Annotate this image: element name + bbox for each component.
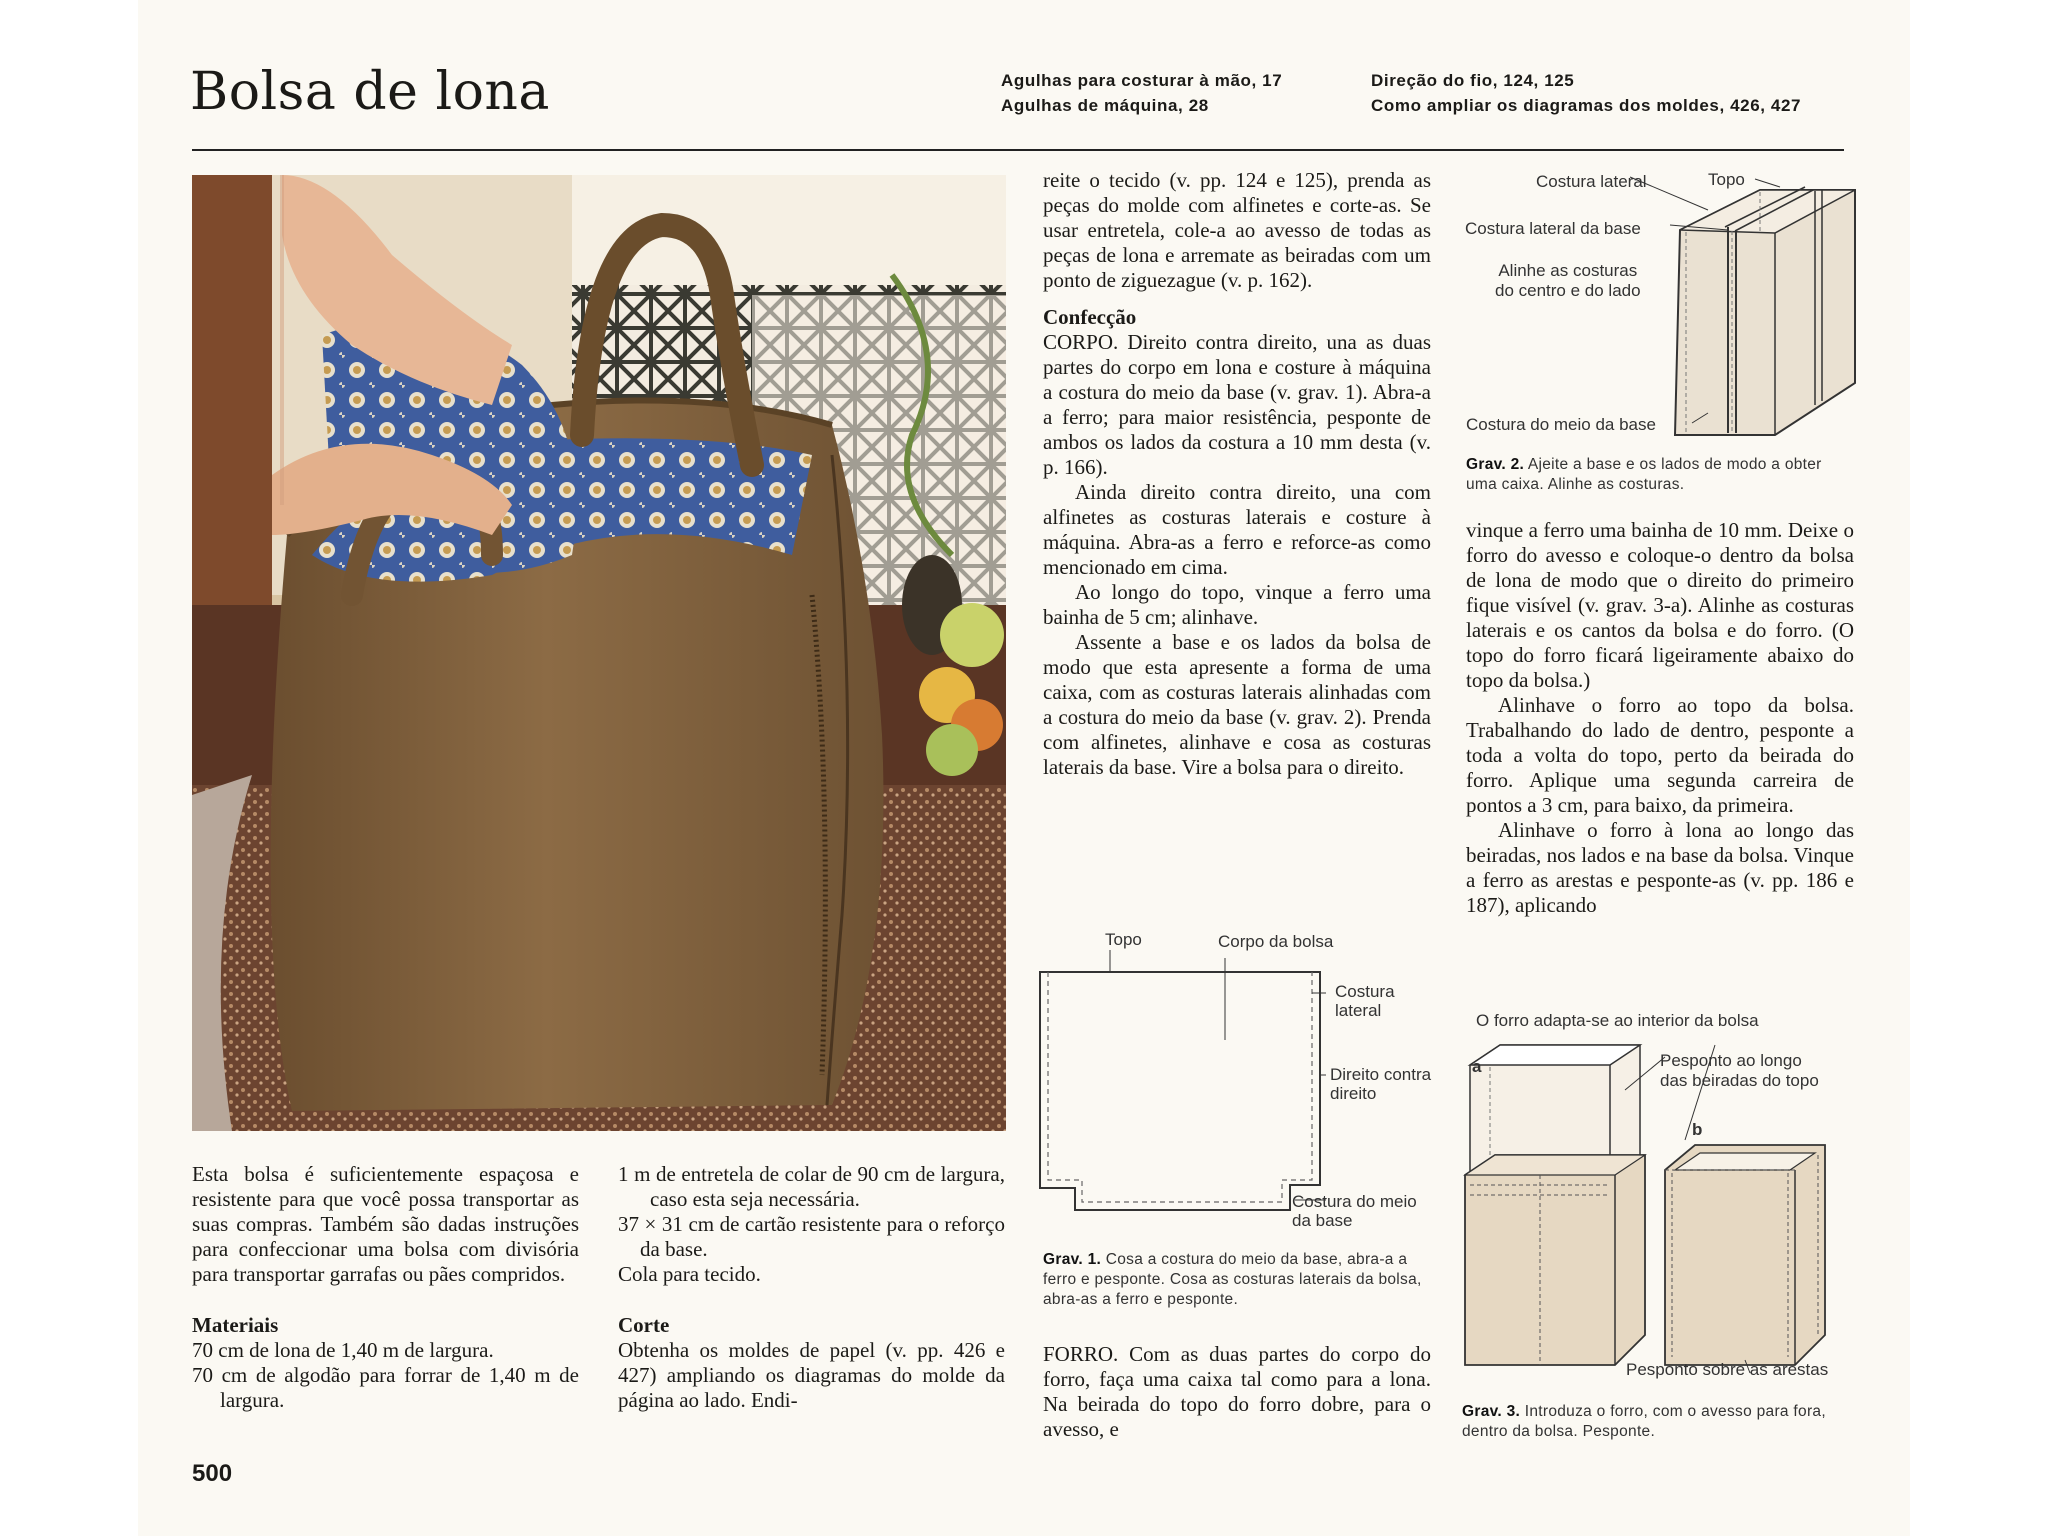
reference-item: Agulhas de máquina, 28 [1001, 96, 1209, 115]
base-paragraph: Assente a base e os lados da bolsa de modo que esta apresente a forma de uma caixa, com as costuras laterais alinhadas com a costura do meio da base (v. grav. 2). Prenda com alfinetes, alinhave e cosa as costuras laterais da base. Vire a bolsa para o direito. [1043, 630, 1431, 779]
column-1-text [192, 1162, 579, 1413]
corpo-paragraph: CORPO. Direito contra direito, una as duas partes do corpo em lona e costure à máquina a costura do meio da base (v. grav. 1). Abra-a a ferro; para maior resistência, pesponte de ambos os lados da costura a 10 mm desta (v. p. 166). [1043, 330, 1431, 479]
page-number: 500 [192, 1460, 233, 1487]
fig1-label-costura-lateral: Costura lateral [1335, 982, 1395, 1020]
corte-text: Obtenha os moldes de papel (v. pp. 426 e 427) ampliando os diagramas do molde da página ao lado. Endi- [618, 1338, 1005, 1412]
corte-heading: Corte [618, 1313, 670, 1337]
alinhave-paragraph: Alinhave o forro ao topo da bolsa. Trabalhando do lado de dentro, pesponte a toda a volta do topo, perto da beirada do forro. Aplique uma segunda carreira de pontos a 3 cm, para baixo, da primeira. [1466, 693, 1854, 817]
confeccao-heading: Confecção [1043, 305, 1137, 329]
fig3-label-pesponto-arestas: Pesponto sobre as arestas [1626, 1360, 1829, 1379]
fig1-label-costura-meio: Costura do meio da base [1292, 1192, 1417, 1230]
figure-3-caption: Grav. 3. Introduza o forro, com o avesso para fora, dentro da bolsa. Pesponte. [1462, 1403, 1826, 1440]
column-4-text [1466, 518, 1854, 918]
vinque-paragraph: vinque a ferro uma bainha de 10 mm. Deixe o forro do avesso e coloque-o dentro da bolsa de lona de modo que o direito do primeiro fique visível (v. grav. 3-a). Alinhe as costuras laterais e os cantos da bolsa e do forro. (O topo do forro ficará ligeiramente abaixo do topo da bolsa.) [1466, 518, 1854, 692]
fig2-label-costura-lateral: Costura lateral [1536, 172, 1647, 191]
fig1-label-corpo: Corpo da bolsa [1218, 932, 1334, 951]
costuras-paragraph: Ainda direito contra direito, una com alfinetes as costuras laterais e costure à máquina. Abra-as a ferro e reforce-as como mencionado em cima. [1043, 480, 1431, 579]
page-title: Bolsa de lona [190, 62, 550, 122]
materiais-item: 37 × 31 cm de cartão resistente para o reforço da base. [618, 1212, 1005, 1261]
fig2-label-topo: Topo [1708, 170, 1745, 189]
fig2-label-alinhe: Alinhe as costuras do centro e do lado [1495, 261, 1641, 300]
fig3-label-a: a [1472, 1057, 1482, 1076]
reference-list-2 [1371, 68, 1801, 118]
reference-list-1 [1001, 68, 1282, 118]
column-2-text [618, 1162, 1005, 1413]
figure-2-caption: Grav. 2. Ajeite a base e os lados de modo a obter uma caixa. Alinhe as costuras. [1466, 456, 1822, 493]
materiais-item: Cola para tecido. [618, 1262, 761, 1286]
materiais-item: 70 cm de algodão para forrar de 1,40 m de largura. [192, 1363, 579, 1412]
fig1-label-direito: Direito contra direito [1330, 1065, 1432, 1103]
fig3-label-titulo: O forro adapta-se ao interior da bolsa [1476, 1011, 1759, 1030]
materiais-heading: Materiais [192, 1313, 279, 1337]
fig1-label-topo: Topo [1105, 930, 1142, 949]
fig2-label-costura-lateral-base: Costura lateral da base [1465, 219, 1641, 238]
materiais-item: 1 m de entretela de colar de 90 cm de largura, caso esta seja necessária. [618, 1162, 1005, 1211]
topo-paragraph: Ao longo do topo, vinque a ferro uma bainha de 5 cm; alinhave. [1043, 580, 1431, 629]
materiais-item: 70 cm de lona de 1,40 m de largura. [192, 1338, 494, 1362]
arestas-paragraph: Alinhave o forro à lona ao longo das beiradas, nos lados e na base da bolsa. Vinque a ferro as arestas e pesponte-as (v. pp. 186 e 187), aplicando [1466, 818, 1854, 917]
figure-2 [1460, 165, 1860, 460]
figure-1 [1030, 930, 1450, 1250]
forro-paragraph: FORRO. Com as duas partes do corpo do forro, faça uma caixa tal como para a lona. Na beirada do topo do forro dobre, para o avesso, e [1043, 1342, 1431, 1441]
fig3-label-pesponto-topo: Pesponto ao longo das beiradas do topo [1660, 1051, 1819, 1090]
photo-illustration [192, 175, 1006, 1131]
fig2-label-costura-meio: Costura do meio da base [1466, 415, 1656, 434]
intro-paragraph: Esta bolsa é suficientemente espaçosa e resistente para que você possa transportar as suas compras. Também são dadas instruções para confeccionar uma bolsa com divisória para transportar garrafas ou pães compridos. [192, 1162, 579, 1286]
canvas-bag-photo [192, 175, 1006, 1131]
corte-text-continued: reite o tecido (v. pp. 124 e 125), prenda as peças do molde com alfinetes e corte-as. Se usar entretela, cole-a ao avesso de todas as peças de lona e arremate as beiradas com um ponto de ziguezague (v. p. 162). [1043, 168, 1431, 292]
header-rule [192, 149, 1844, 151]
fig3-label-b: b [1692, 1120, 1703, 1139]
reference-item: Como ampliar os diagramas dos moldes, 426, 427 [1371, 96, 1802, 115]
column-3-text [1043, 168, 1431, 780]
figure-1-caption: Grav. 1. Cosa a costura do meio da base, abra-a a ferro e pesponte. Cosa as costuras laterais da bolsa, abra-as a ferro e pesponte. [1043, 1251, 1422, 1308]
reference-item: Agulhas para costurar à mão, 17 [1001, 71, 1283, 90]
figure-3 [1460, 1005, 1860, 1395]
reference-item: Direção do fio, 124, 125 [1371, 71, 1575, 90]
